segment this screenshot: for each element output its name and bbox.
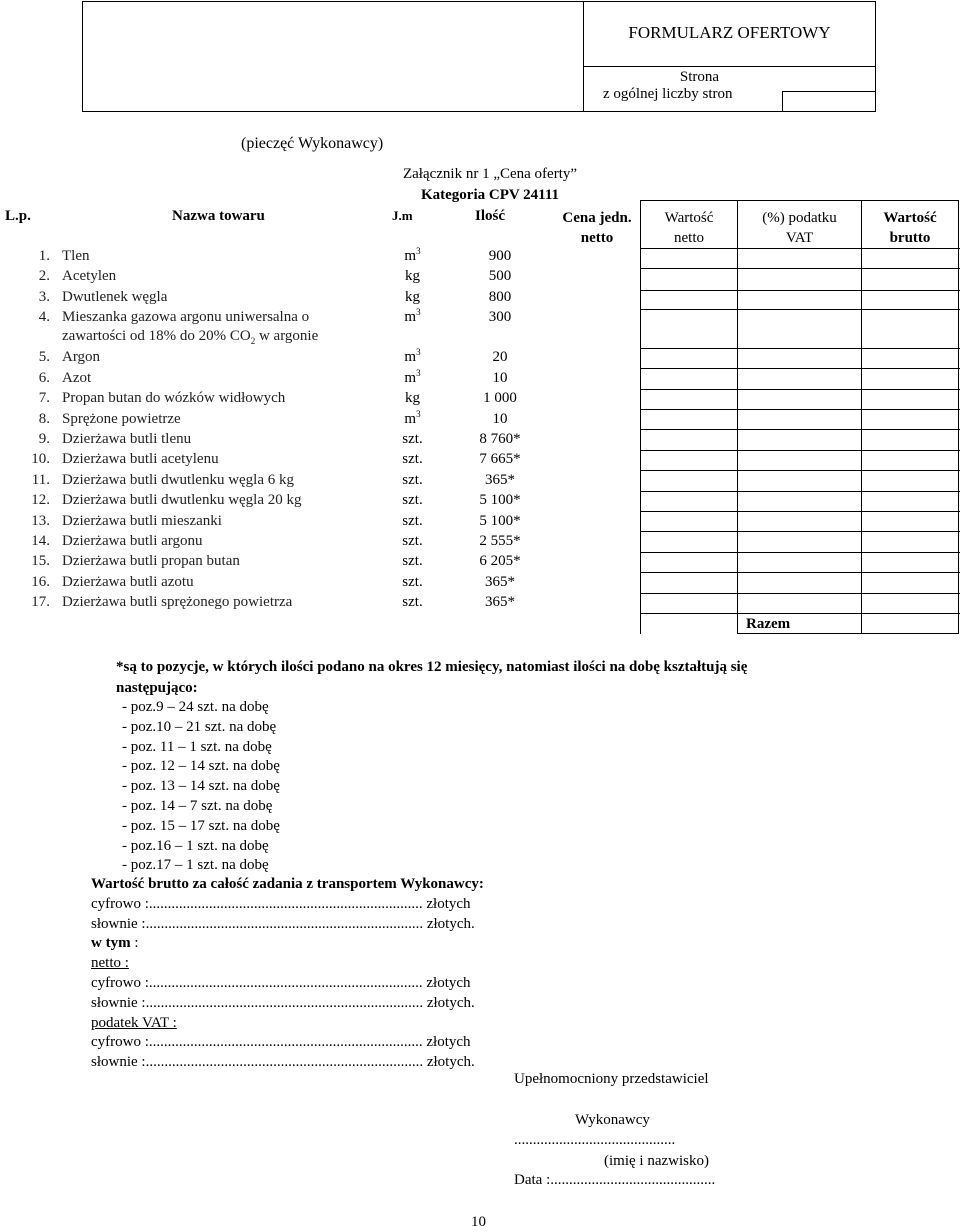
row-name: Dzierżawa butli dwutlenku węgla 20 kg [62, 492, 302, 508]
table-row [0, 268, 960, 288]
row-name: Dzierżawa butli mieszanki [62, 513, 222, 529]
row-unit-text: m [404, 309, 417, 325]
row-qty: 1 000 [483, 390, 517, 406]
row-unit-text: m [404, 248, 417, 264]
row-unit-sup: 3 [416, 368, 421, 378]
category-label: Kategoria CPV 24111 [420, 187, 560, 203]
row-lp: 2. [38, 268, 50, 284]
row-lp: 14. [31, 533, 50, 549]
list-item: - poz. 12 – 14 szt. na dobę [122, 758, 280, 775]
row-unit [385, 248, 440, 265]
header-name: Nazwa towaru [172, 208, 265, 224]
row-qty: 365* [485, 472, 515, 488]
row-name: Mieszanka gazowa argonu uniwersalna o [62, 309, 310, 325]
row-unit [385, 309, 440, 326]
row-unit: szt. [402, 574, 423, 590]
vat-label: podatek VAT : [91, 1014, 177, 1031]
row-unit: kg [405, 289, 420, 305]
gross-words-field[interactable]: słownie :.......................................................................... złotych. [91, 915, 475, 932]
row-unit: kg [405, 390, 420, 406]
gross-digits-field[interactable]: cyfrowo :......................................................................... złotych [91, 895, 471, 912]
page-of-label: z ogólnej liczby stron [603, 86, 733, 102]
table-row [0, 309, 960, 349]
row-unit: szt. [402, 431, 423, 447]
header-net-value-line1: Wartość [664, 210, 714, 226]
header-vat [737, 208, 862, 248]
total-label: Razem [746, 616, 791, 632]
row-name: Tlen [62, 248, 90, 264]
row-qty: 2 555* [479, 533, 521, 549]
row-unit: szt. [402, 472, 423, 488]
list-item: - poz.16 – 1 szt. na dobę [122, 837, 269, 854]
row-unit: kg [405, 268, 420, 284]
footnote-line2: następująco: [116, 680, 198, 696]
row-unit-text: m [404, 370, 417, 386]
row-unit-sup: 3 [416, 307, 421, 317]
row-lp: 8. [38, 411, 50, 427]
row-name: Sprężone powietrze [62, 411, 181, 427]
row-qty: 10 [492, 370, 508, 386]
row-qty: 300 [488, 309, 512, 325]
table-row [0, 289, 960, 309]
row-lp: 10. [31, 451, 50, 467]
row-unit: szt. [402, 533, 423, 549]
row-lp: 15. [31, 553, 50, 569]
page-label: Strona [679, 69, 720, 85]
row-qty: 10 [492, 411, 508, 427]
table-row [0, 451, 960, 471]
table-row [0, 513, 960, 533]
table-row [0, 411, 960, 431]
row-name: Dzierżawa butli sprężonego powietrza [62, 594, 293, 610]
row-qty: 800 [488, 289, 512, 305]
table-row [0, 248, 960, 268]
row-qty: 5 100* [479, 513, 521, 529]
table-row [0, 472, 960, 492]
title-box [583, 1, 876, 67]
row-qty: 365* [485, 574, 515, 590]
stamp-box [82, 1, 584, 112]
list-item: - poz. 14 – 7 szt. na dobę [122, 797, 273, 814]
row-name: Azot [62, 370, 92, 386]
header-unit-price-line2: netto [580, 230, 614, 246]
header-net-value [640, 208, 738, 248]
row-name: Dzierżawa butli azotu [62, 574, 194, 590]
list-item: - poz. 15 – 17 szt. na dobę [122, 817, 280, 834]
vat-words-field[interactable]: słownie :.......................................................................... złotych. [91, 1054, 475, 1071]
row-qty: 500 [488, 268, 512, 284]
footnote [116, 657, 916, 699]
row-name: Propan butan do wózków widłowych [62, 390, 286, 406]
row-unit-sup: 3 [416, 246, 421, 256]
date-field[interactable]: Data :............................................ [514, 1172, 716, 1188]
annex-label: Załącznik nr 1 „Cena oferty” [402, 166, 578, 182]
row-name-line2-b: w argonie [255, 328, 319, 344]
row-unit: szt. [402, 492, 423, 508]
row-name: Dzierżawa butli dwutlenku węgla 6 kg [62, 472, 295, 488]
table-row [0, 492, 960, 512]
footnote-line1: *są to pozycje, w których ilości podano na okres 12 miesięcy, natomiast ilości na dobę kształtują się [116, 659, 748, 675]
header-vat-line2: VAT [785, 230, 814, 246]
row-name: Dzierżawa butli propan butan [62, 553, 240, 569]
row-lp: 16. [31, 574, 50, 590]
table-row [0, 594, 960, 614]
row-lp: 12. [31, 492, 50, 508]
header-qty: Ilość [475, 208, 505, 224]
page-number-field[interactable] [782, 91, 876, 112]
header-unit: J.m [392, 208, 413, 223]
signature-dots[interactable]: ........................................... [514, 1132, 676, 1148]
row-name: Dzierżawa butli acetylenu [62, 451, 219, 467]
list-item: - poz. 11 – 1 szt. na dobę [122, 738, 272, 755]
vat-digits-field[interactable]: cyfrowo :......................................................................... złotych [91, 1034, 471, 1051]
header-unit-price-line1: Cena jedn. [562, 210, 632, 226]
row-lp: 11. [31, 472, 50, 488]
row-name: Acetylen [62, 268, 117, 284]
table-row [0, 574, 960, 594]
header-gross-line1: Wartość [883, 210, 937, 226]
stamp-label: (pieczęć Wykonawcy) [241, 135, 384, 152]
row-lp: 7. [38, 390, 50, 406]
header-vat-line1: (%) podatku [762, 210, 837, 226]
header-unit-price [548, 208, 646, 248]
summary-title: Wartość brutto za całość zadania z transportem Wykonawcy: [91, 876, 484, 892]
row-name-line2 [62, 328, 318, 345]
row-qty: 7 665* [479, 451, 521, 467]
contractor-label: Wykonawcy [575, 1112, 650, 1128]
header-gross [861, 208, 959, 248]
row-lp: 9. [38, 431, 50, 447]
row-name-line2-sub: 2 [250, 336, 256, 346]
table-row [0, 390, 960, 410]
net-digits-field[interactable]: cyfrowo :......................................................................... złotych [91, 974, 471, 991]
page-number: 10 [471, 1214, 486, 1230]
table-row [0, 431, 960, 451]
row-lp: 6. [38, 370, 50, 386]
row-name-line2-a: zawartości od 18% do 20% CO [62, 328, 251, 344]
form-title: FORMULARZ OFERTOWY [628, 23, 831, 42]
row-unit [385, 411, 440, 428]
row-unit: szt. [402, 594, 423, 610]
row-qty: 20 [492, 349, 508, 365]
name-hint: (imię i nazwisko) [604, 1153, 709, 1169]
summary-block [91, 875, 484, 1073]
row-unit-sup: 3 [416, 409, 421, 419]
row-lp: 17. [31, 594, 50, 610]
row-lp: 4. [38, 309, 50, 325]
header-net-value-line2: netto [674, 230, 704, 246]
table-row [0, 533, 960, 553]
row-lp: 1. [38, 248, 50, 264]
net-words-field[interactable]: słownie :.......................................................................... złotych. [91, 994, 475, 1011]
row-lp: 5. [38, 349, 50, 365]
list-item: - poz.9 – 24 szt. na dobę [122, 699, 269, 715]
representative-label: Upełnomocniony przedstawiciel [514, 1071, 709, 1087]
row-qty: 8 760* [479, 431, 521, 447]
row-unit-sup: 3 [416, 347, 421, 357]
daily-quantity-list [122, 698, 280, 876]
table-row [0, 553, 960, 573]
row-qty: 5 100* [479, 492, 521, 508]
row-name: Argon [62, 349, 101, 365]
row-unit-text: m [404, 349, 417, 365]
row-unit: szt. [402, 553, 423, 569]
row-qty: 6 205* [479, 553, 521, 569]
table-row [0, 370, 960, 390]
row-lp: 3. [38, 289, 50, 305]
header-lp: L.p. [5, 208, 31, 224]
row-name: Dzierżawa butli argonu [62, 533, 203, 549]
w-tym-bold: w tym [91, 935, 131, 952]
row-qty: 900 [488, 248, 512, 264]
row-name: Dwutlenek węgla [62, 289, 168, 305]
row-unit: szt. [402, 513, 423, 529]
row-unit [385, 349, 440, 366]
row-qty: 365* [485, 594, 515, 610]
table-row [0, 349, 960, 369]
row-unit [385, 370, 440, 387]
w-tym-label [91, 934, 484, 954]
row-unit-text: m [404, 411, 417, 427]
list-item: - poz.17 – 1 szt. na dobę [122, 857, 269, 874]
list-item: - poz.10 – 21 szt. na dobę [122, 718, 277, 735]
w-tym-rest: : [130, 935, 139, 952]
row-lp: 13. [31, 513, 50, 529]
netto-label: netto : [91, 955, 129, 972]
row-name: Dzierżawa butli tlenu [62, 431, 192, 447]
header-gross-line2: brutto [889, 230, 931, 246]
row-unit: szt. [402, 451, 423, 467]
list-item: - poz. 13 – 14 szt. na dobę [122, 778, 280, 795]
